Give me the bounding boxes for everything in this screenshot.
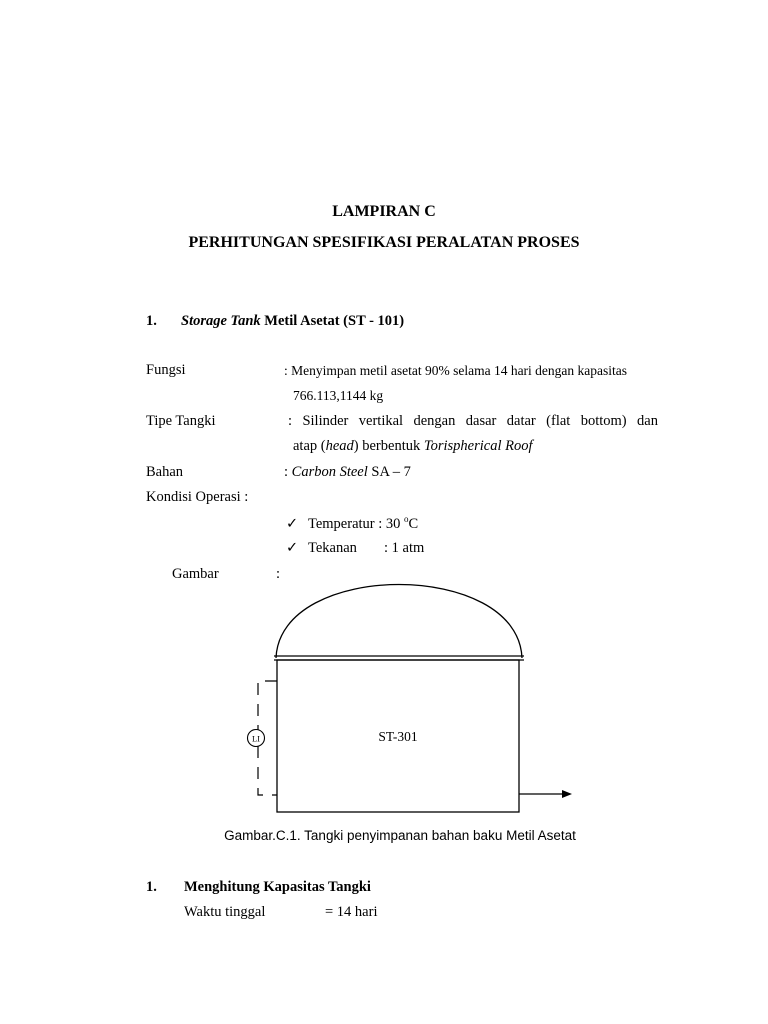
tipe-line-2-a: atap ( (293, 438, 326, 454)
check-icon: ✓ (286, 540, 299, 556)
waktu-label: Waktu tinggal (184, 904, 266, 920)
tank-label: ST-301 (378, 729, 418, 744)
bahan-rest: SA – 7 (367, 464, 411, 480)
fungsi-line-1: : Menyimpan metil asetat 90% selama 14 hari dengan kapasitas (284, 363, 628, 378)
temperature-text: Temperatur : 30 (308, 515, 405, 532)
tipe-line-1: : Silinder vertikal dengan dasar datar (flat bottom) dan (288, 413, 658, 429)
section-2-heading: Menghitung Kapasitas Tangki (184, 879, 371, 895)
tipe-line-2-head: head (325, 438, 354, 454)
bahan-label: Bahan (146, 464, 184, 480)
temperature-sup: o (404, 514, 409, 524)
gambar-label: Gambar (172, 566, 219, 582)
fungsi-line-2: 766.113,1144 kg (293, 388, 384, 403)
bahan-italic: Carbon Steel (291, 464, 368, 480)
check-icon: ✓ (286, 515, 299, 532)
gambar-colon: : (276, 566, 281, 582)
pressure-label: Tekanan (308, 540, 357, 556)
tank-roof (276, 585, 522, 659)
section-2-number: 1. (146, 879, 157, 895)
section-number: 1. (146, 313, 157, 329)
waktu-value: = 14 hari (325, 904, 378, 920)
section-heading-rest: Metil Asetat (ST - 101) (260, 313, 405, 329)
figure-caption: Gambar.C.1. Tangki penyimpanan bahan baku Metil Asetat (224, 828, 576, 843)
section-heading-italic: Storage Tank (181, 313, 261, 329)
tipe-line-2-b: ) berbentuk (353, 438, 424, 454)
kondisi-label: Kondisi Operasi : (146, 489, 249, 505)
page-title: LAMPIRAN C (332, 203, 436, 220)
level-indicator-label: LI (251, 733, 261, 744)
tipe-line-2-roof: Torispherical Roof (423, 438, 533, 454)
outlet-arrow-icon (562, 790, 572, 798)
page-subtitle: PERHITUNGAN SPESIFIKASI PERALATAN PROSES (188, 234, 580, 251)
fungsi-label: Fungsi (146, 362, 186, 378)
bahan-prefix: : (284, 464, 292, 480)
tipe-label: Tipe Tangki (146, 413, 216, 429)
pressure-value: : 1 atm (384, 540, 425, 556)
temperature-unit: C (408, 515, 419, 532)
